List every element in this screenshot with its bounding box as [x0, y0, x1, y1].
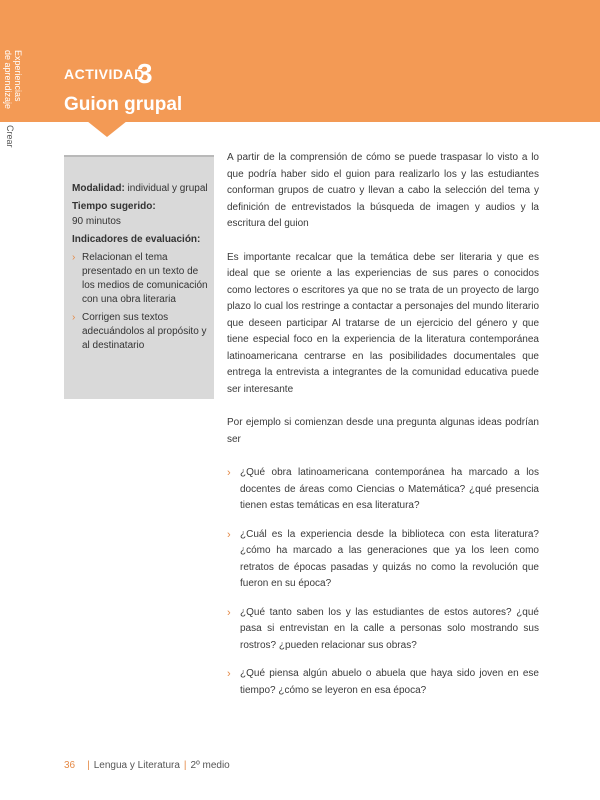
info-box [64, 155, 214, 399]
paragraph-example: Por ejemplo si comienzan desde una pregunta algunas ideas podrían ser [227, 417, 539, 445]
question-list [227, 465, 539, 699]
question-item: › ¿Qué piensa algún abuelo o abuela que haya sido joven en ese tiempo? ¿cómo se leyeron en esa época? [227, 666, 539, 699]
indicador-item: › Relacionan el tema presentado en un texto de los medios de comunicación con una obra literaria [72, 251, 212, 307]
question-item: › ¿Qué tanto saben los y las estudiantes de estos autores? ¿qué pasa si entrevistan en la calle a personas solo mostrando sus rostros? ¿pueden relacionar sus obras? [227, 605, 539, 655]
modalidad-label: Modalidad: [72, 183, 125, 194]
question-item: › ¿Qué obra latinoamericana contemporánea ha marcado a los docentes de áreas como Ciencias o Matemática? ¿qué presencia tienen estas temáticas en esa literatura? [227, 465, 539, 515]
main-text [227, 150, 539, 711]
side-section-label: Experiencias de aprendizaje [3, 50, 23, 110]
modalidad-row [72, 181, 212, 196]
question-item: › ¿Cuál es la experiencia desde la biblioteca con esta literatura? ¿cómo ha marcado a las generaciones que ya los leen como retratos de épocas pasadas y quizás no como la revolución que fueron en su época? [227, 527, 539, 593]
paragraph-importance: Es importante recalcar que la temática debe ser literaria y que es ideal que se oriente a las experiencias de sus pares o conocidos como lectores o escritores ya que no se trata de un proyecto de largo plazo lo cual los restringe a contactar a personajes del mundo literario que deseen participar Al tratarse de un ejercicio del género y que tiene especial foco en la experiencia de la literatura contemporánea latinoamericana centrarse en las posibilidades documentales que entrega la entrevista a integrantes de la comunidad educativa puede ser interesante [227, 251, 539, 395]
activity-number: 3 [137, 58, 153, 89]
footer-subject: Lengua y Literatura [93, 760, 180, 771]
side-crear-label: Crear [5, 125, 15, 148]
tiempo-label: Tiempo sugerido: [72, 201, 156, 212]
modalidad-value: individual y grupal [124, 183, 208, 194]
indicador-item: › Corrigen sus textos adecuándolos al propósito y al destinatario [72, 311, 212, 353]
tiempo-value: 90 minutos [72, 216, 121, 227]
activity-label: ACTIVIDAD [64, 66, 145, 82]
paragraph-intro: A partir de la comprensión de cómo se puede traspasar lo visto a lo que podría haber sido el guion para realizarlo los y las estudiantes conforman grupos de cuatro y llevan a cabo la selección del tema y definición de entrevistados la búsqueda de imagen y audios y la escritura del guion [227, 152, 539, 229]
page-footer: 36 | Lengua y Literatura | 2º medio [64, 760, 230, 771]
tiempo-row [72, 199, 212, 229]
indicadores-section [72, 232, 212, 353]
footer-grade: 2º medio [190, 760, 230, 771]
page-number: 36 [64, 760, 76, 771]
indicadores-label: Indicadores de evaluación: [72, 234, 201, 245]
header-notch [87, 121, 127, 137]
activity-title: Guion grupal [64, 94, 183, 115]
